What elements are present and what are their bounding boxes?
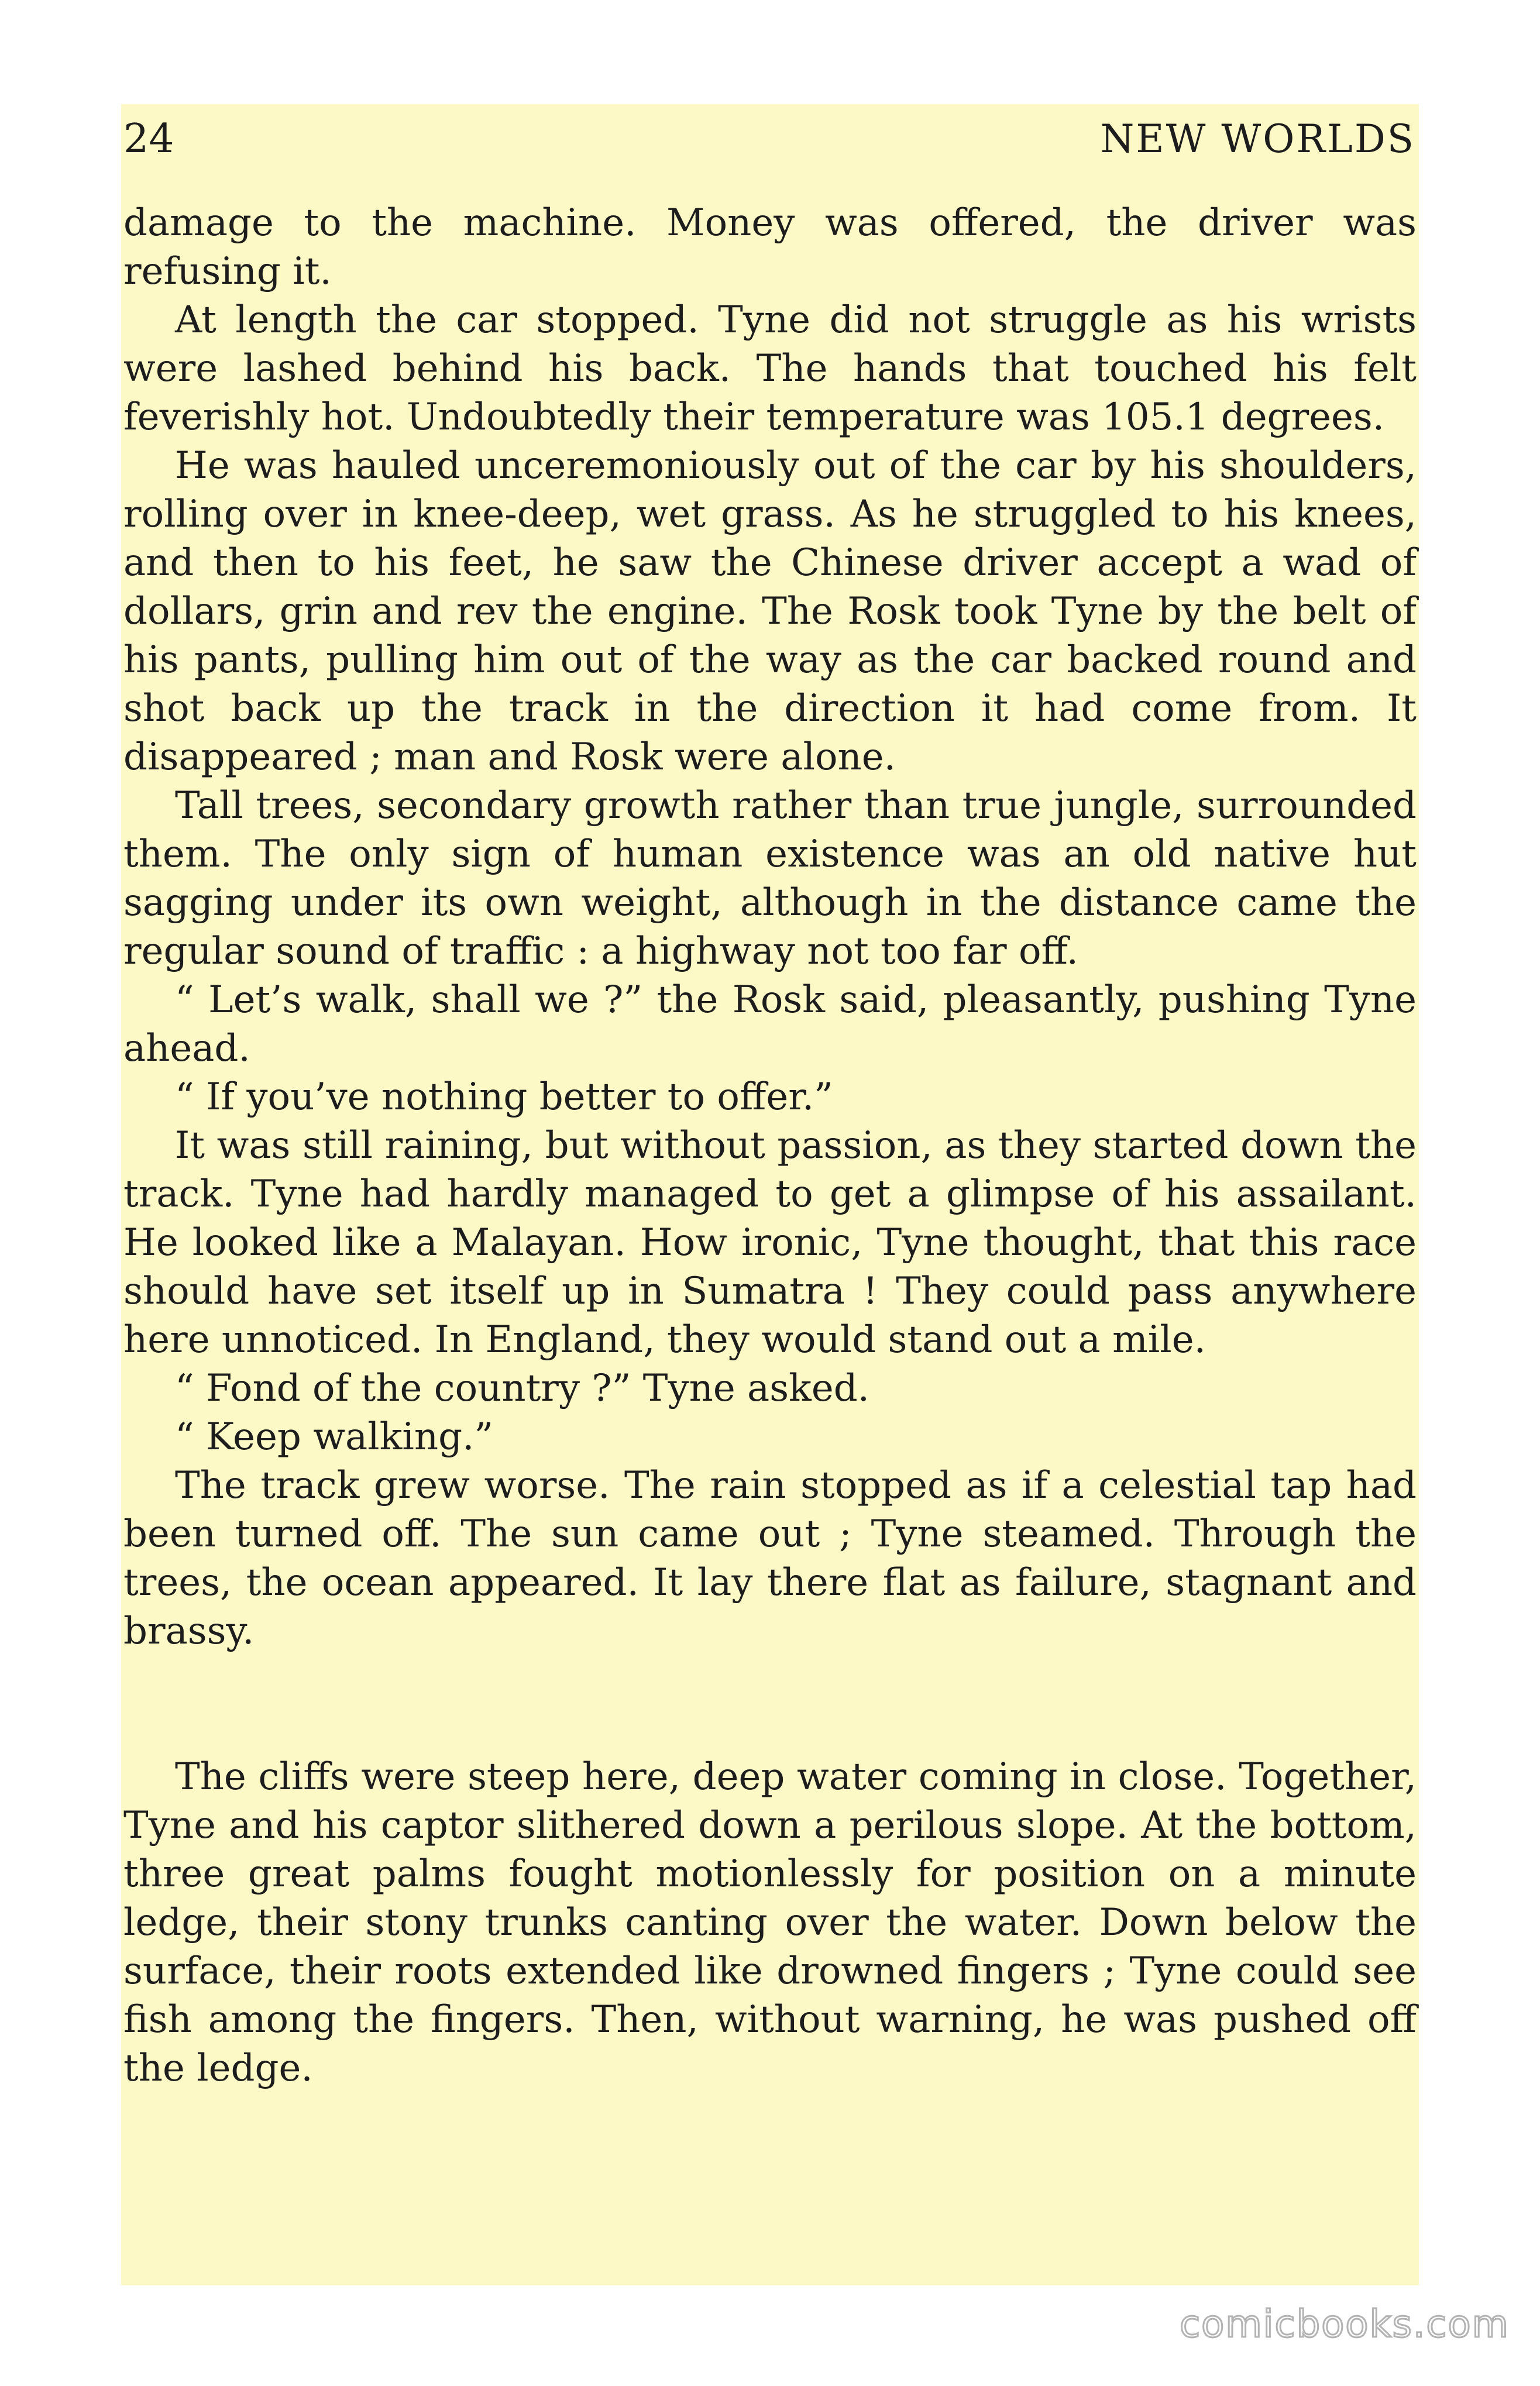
paragraph: “ Fond of the country ?” Tyne asked.: [175, 1367, 869, 1410]
section-break: [123, 1656, 1417, 1753]
paragraph: Tall trees, secondary growth rather than true jungle, surrounded them. The only sign of human existence was an old native hut sagging under its own weight, although in the distance came the regular sound of traffic : a highway not too far off.: [123, 784, 1417, 973]
paragraph: At length the car stopped. Tyne did not struggle as his wrists were lashed behind his back. The hands that touched his felt feverishly hot. Undoubtedly their temperature was 105.1 degrees.: [123, 298, 1417, 439]
paragraph: “ Keep walking.”: [175, 1415, 494, 1459]
book-page: [121, 104, 1419, 2285]
paragraph: damage to the machine. Money was offered, the driver was refusing it.: [123, 201, 1417, 293]
paragraph: It was still raining, but without passion, as they started down the track. Tyne had hardly managed to get a glimpse of his assailant. He looked like a Malayan. How ironic, Tyne thought, that this race should have set itself up in Sumatra ! They could pass anywhere here unnoticed. In England, they would stand out a mile.: [123, 1124, 1417, 1362]
paragraph: He was hauled unceremoniously out of the car by his shoulders, rolling over in knee-deep, wet grass. As he struggled to his knees, and then to his feet, he saw the Chinese driver accept a wad of dollars, grin and rev the engine. The Rosk took Tyne by the belt of his pants, pulling him out of the way as the car backed round and shot back up the track in the direction it had come from. It disappeared ; man and Rosk were alone.: [123, 444, 1417, 779]
paragraph: “ Let’s walk, shall we ?” the Rosk said, pleasantly, pushing Tyne ahead.: [123, 978, 1417, 1070]
running-head: NEW WORLDS: [1100, 116, 1415, 161]
watermark-logo: comicbooks.com: [1179, 2303, 1510, 2346]
paragraph: The track grew worse. The rain stopped as if a celestial tap had been turned off. The sun came out ; Tyne steamed. Through the trees, the ocean appeared. It lay there flat as failure, stagnant and brassy.: [123, 1464, 1417, 1653]
paragraph: The cliffs were steep here, deep water coming in close. Together, Tyne and his captor slithered down a perilous slope. At the bottom, three great palms fought motionlessly for position on a minute ledge, their stony trunks canting over the water. Down below the surface, their roots extended like drowned fingers ; Tyne could see fish among the fingers. Then, without warning, he was pushed off the ledge.: [123, 1755, 1417, 2090]
paragraph: “ If you’ve nothing better to offer.”: [175, 1075, 833, 1119]
page-header: [121, 104, 1419, 169]
body-text: [123, 199, 1417, 2093]
page-number: 24: [123, 116, 174, 162]
